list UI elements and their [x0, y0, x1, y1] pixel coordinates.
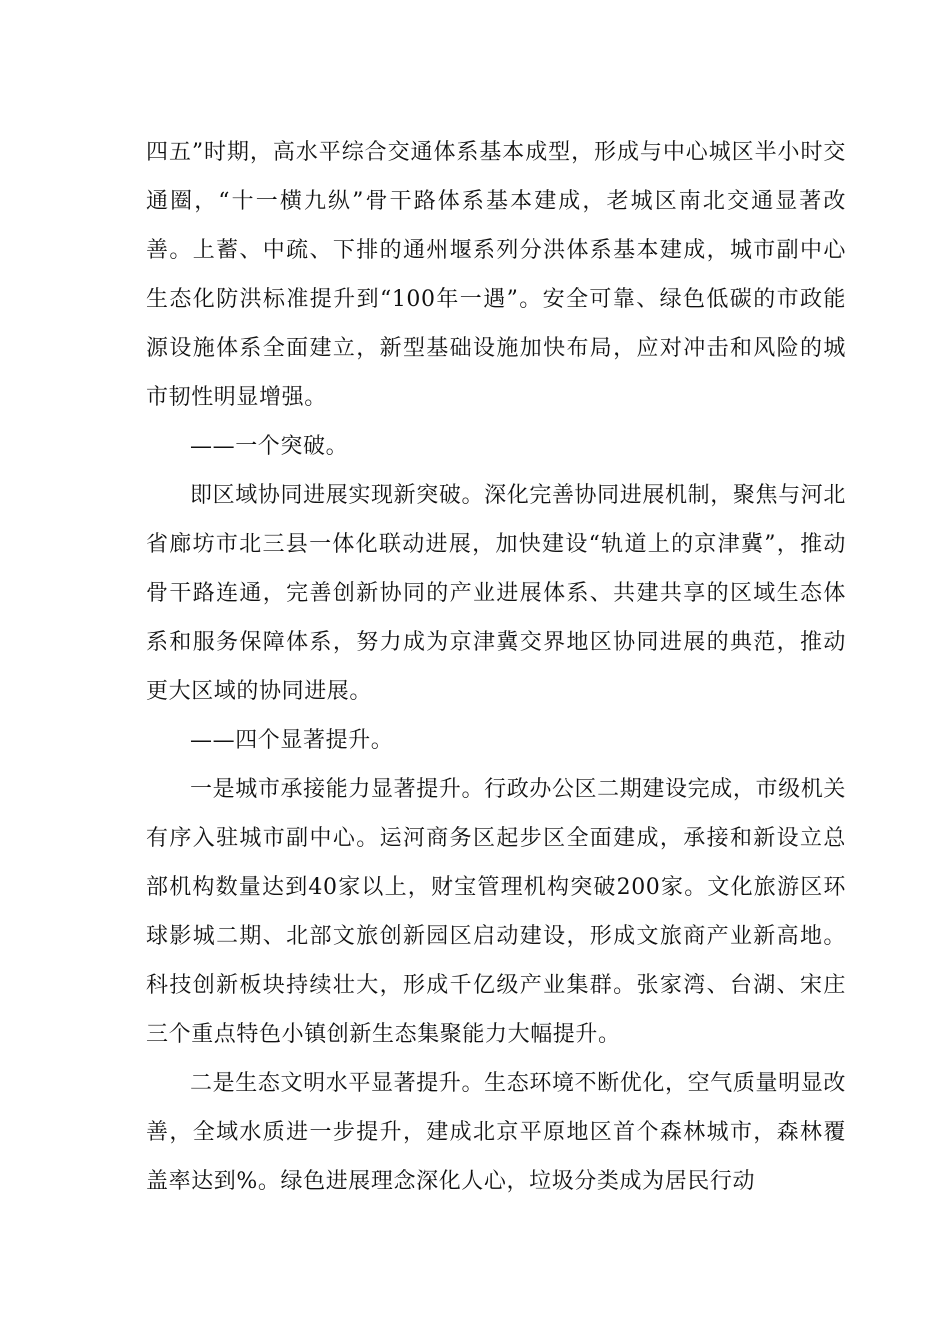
heading-four-improvements: ——四个显著提升。	[190, 728, 394, 753]
paragraph-transport-resilience: 四五”时期，高水平综合交通体系基本成型，形成与中心城区半小时交通圈，“十一横九纵”骨干路体系基本建成，老城区南北交通显著改善。上蓄、中疏、下排的通州堰系列分洪体系基本建成，城市副中心生态化防洪标准提升到“100年一遇”。安全可靠、绿色低碳的市政能源设施体系全面建立，新型基础设施加快布局，应对冲击和风险的城市韧性明显增强。	[146, 140, 846, 410]
document-body	[146, 128, 846, 1206]
paragraph-ecological-civilization: 二是生态文明水平显著提升。生态环境不断优化，空气质量明显改善，全域水质进一步提升，建成北京平原地区首个森林城市，森林覆盖率达到%。绿色进展理念深化人心，垃圾分类成为居民行动	[146, 1071, 846, 1194]
paragraph-city-capacity: 一是城市承接能力显著提升。行政办公区二期建设完成，市级机关有序入驻城市副中心。运河商务区起步区全面建成，承接和新设立总部机构数量达到40家以上，财宝管理机构突破200家。文化旅游区环球影城二期、北部文旅创新园区启动建设，形成文旅商产业新高地。科技创新板块持续壮大，形成千亿级产业集群。张家湾、台湖、宋庄三个重点特色小镇创新生态集聚能力大幅提升。	[146, 777, 846, 1047]
paragraph-regional-coordination: 即区域协同进展实现新突破。深化完善协同进展机制，聚焦与河北省廊坊市北三县一体化联动进展，加快建设“轨道上的京津冀”，推动骨干路连通，完善创新协同的产业进展体系、共建共享的区域生态体系和服务保障体系，努力成为京津冀交界地区协同进展的典范，推动更大区域的协同进展。	[146, 483, 846, 704]
heading-one-breakthrough: ——一个突破。	[190, 434, 349, 459]
